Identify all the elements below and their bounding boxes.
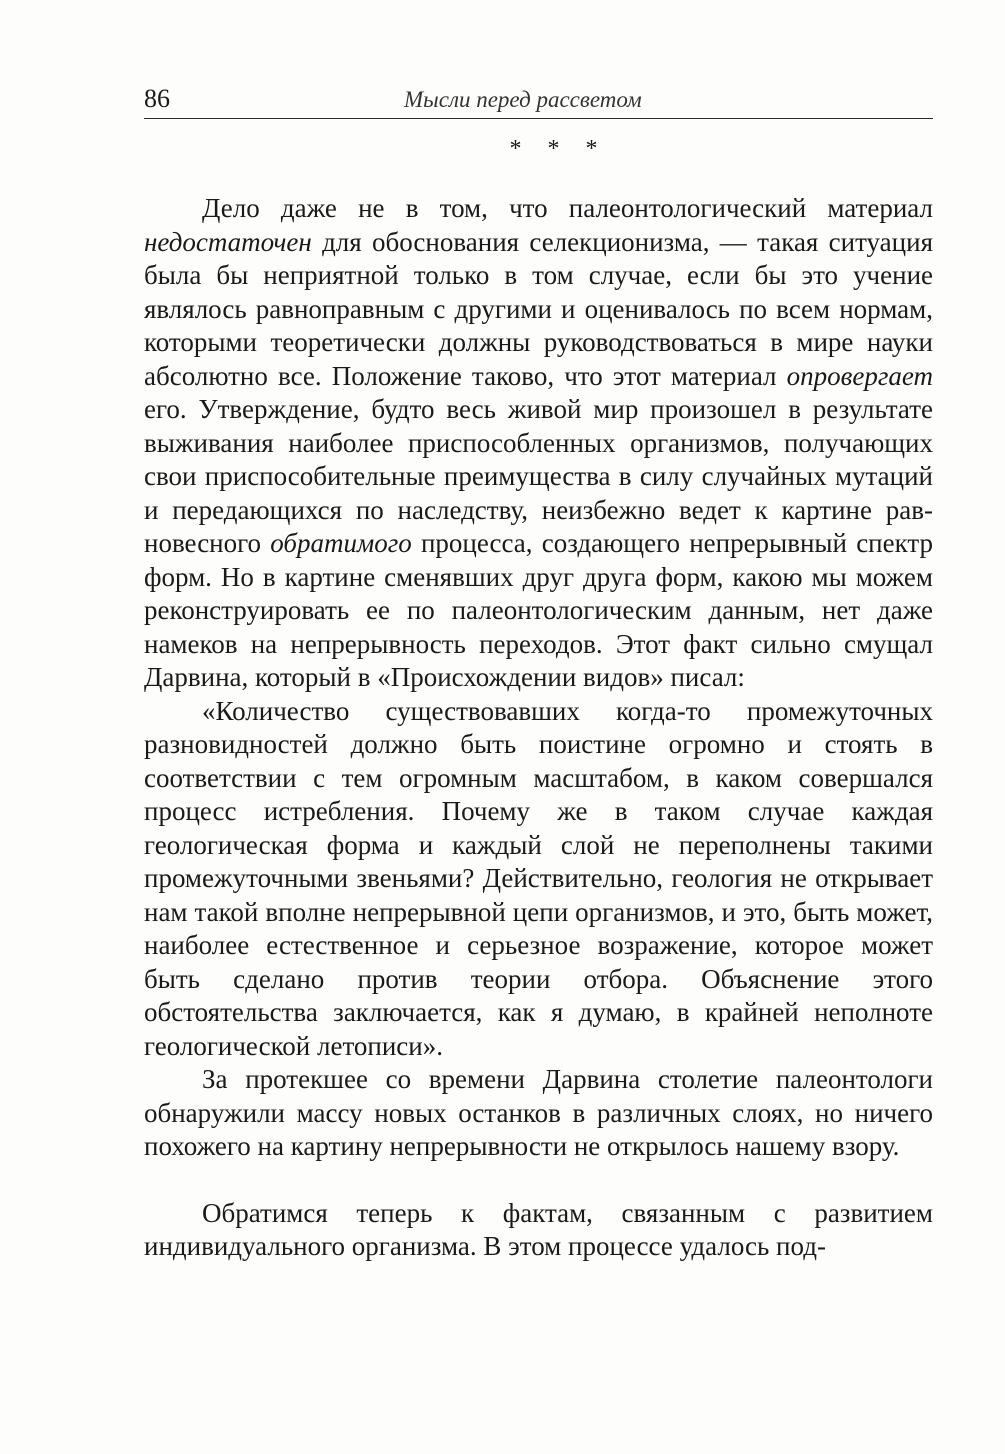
paragraph-4: Обратимся теперь к фактам, связанным с развитием индивидуального организма. В этом процессе удалось под- — [144, 1197, 933, 1261]
running-title: Мысли перед рассветом — [404, 87, 642, 112]
running-head — [144, 82, 933, 119]
paragraph-1-emphasis-reversible: обратимого — [270, 528, 412, 558]
paragraph-3: За протекшее со времени Дарвина столетие палеонтологи обнаружили массу новых останков в различных слоях, но ничего похожего на картину непрерывности не открылось нашему взору. — [144, 1064, 933, 1161]
paragraph-1-emphasis-refutes: опровергает — [786, 360, 933, 391]
paragraph-1-part-g: процесса, создающего непрерывный спектр форм. Но в картине сменявших друг друга форм, какою мы можем реконструировать ее по палеонтологическим данным, нет даже намеков на непрерывность переходов. Этот факт сильно смущал Дарвина, который в «Происхождении видов» писал: — [144, 528, 934, 692]
paragraph-2-quote: «Количество существовавших когда-то промежуточных разновидностей должно быть поистине огромно и стоять в соответствии с тем огромным масштабом, в каком совершался процесс истребления. Почему же в таком случае каждая геологическая форма и каждый слой не переполнены такими промежуточными звеньями? Действительно, геология не открывает нам такой вполне непрерывной цепи организмов, и это, быть может, наиболее естественное и серьезное возражение, которое может быть сделано против теории отбора. Объяснение этого обстоятельства заключается, как я думаю, в крайней неполноте геологической летописи». — [144, 695, 933, 1061]
paragraph-1 — [144, 192, 933, 695]
section-separator: * * * — [509, 136, 608, 162]
paragraph-1-part-c: для обоснования селекционизма, — такая ситуация была бы неприятной только в том случае, если бы это учение являлось равноправным с другими и оценивалось по всем нормам, которыми теоретически должны руководствоваться в мире науки абсолютно все. Положение таково, что этот материал — [144, 226, 933, 391]
paragraph-1-part-e: его. Утверждение, будто весь живой мир произошел в результате выживания наиболее приспособленных организмов, получающих свои приспособительные преимущества в силу случайных мутаций и передающихся по наследству, неизбежно ведет к картине равновесного — [144, 394, 933, 558]
paragraph-1-part-a: Дело даже не в том, что палеонтологический материал — [202, 193, 933, 223]
page-number: 86 — [144, 84, 170, 113]
paragraph-1-emphasis-insufficient: недостаточен — [144, 226, 312, 257]
body-text — [144, 192, 933, 1264]
